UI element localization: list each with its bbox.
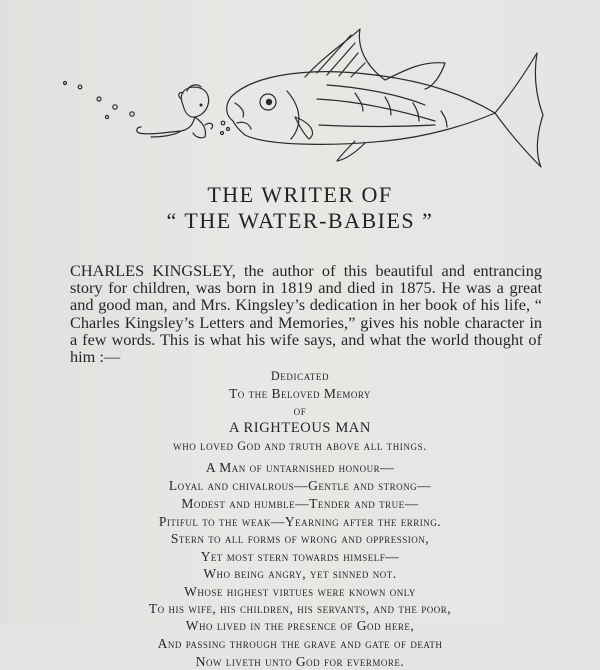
dedication-heading: Dedicated	[270, 369, 330, 383]
water-baby-and-fish-illustration	[55, 25, 555, 170]
dedication-verse-line: Pitiful to the weak—Yearning after the erring.	[158, 514, 442, 529]
dedication-verse-line: To his wife, his children, his servants, and the poor,	[148, 601, 452, 616]
dedication-verse-line: Stern to all forms of wrong and oppression,	[170, 531, 430, 546]
dedication-verse-line: Who being angry, yet sinned not.	[203, 566, 397, 581]
dedication-of-line: of	[293, 404, 307, 418]
dedication-verse-line: Yet most stern towards himself—	[200, 549, 400, 564]
dedication-verse-line: Modest and humble—Tender and true—	[181, 496, 419, 511]
dedication-verse-line: And passing through the grave and gate of death	[157, 636, 443, 651]
dedication-righteous-man: A RIGHTEOUS MAN	[229, 420, 371, 436]
dedication-loved-god-line: who loved God and truth above all things.	[173, 439, 427, 453]
dedication-verse-line: Loyal and chivalrous—Gentle and strong—	[168, 478, 432, 493]
intro-text: , the author of this beautiful and entrancing story for children, was born in 1819 and died in 1875. He was a great and good man, and Mrs. Kingsley’s dedication in her book of his life, “ Charles Kingsley’s Letters and Memories,” gives his noble character in a few words. This is what his wife says, and what the world thought of him :—	[70, 261, 542, 367]
dedication-verse-line: Who lived in the presence of God here,	[185, 618, 415, 633]
title-line-1: THE WRITER OF	[207, 182, 393, 207]
dedication-memory-line: To the Beloved Memory	[229, 386, 371, 401]
fish-drawing	[227, 29, 543, 167]
title-line-2: “ THE WATER-BABIES ”	[166, 208, 434, 233]
intro-lead-name: CHARLES KINGSLEY	[70, 261, 232, 280]
dedication-verse-line: Whose highest virtues were known only	[184, 584, 416, 599]
dedication-verse-line: A Man of untarnished honour—	[205, 460, 395, 475]
bubble-trail	[64, 82, 230, 135]
water-baby-figure	[137, 85, 213, 138]
dedication-verse-line: Now liveth unto God for evermore.	[195, 654, 405, 669]
intro-paragraph	[70, 262, 542, 365]
